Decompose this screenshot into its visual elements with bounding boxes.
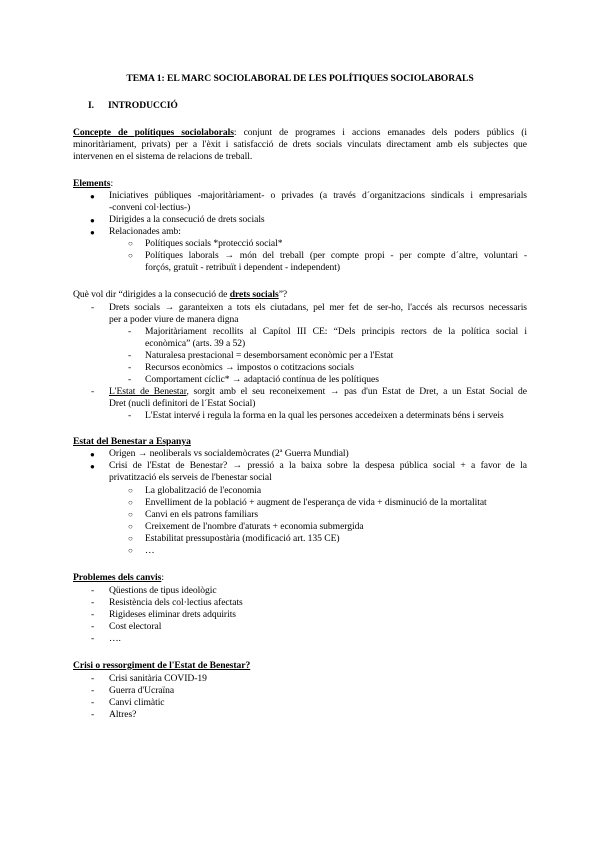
welfare-sub-item: … [145,545,155,556]
welfare-sub-item: Envelliment de la població + augment de l'esperança de vida + disminució de la mortalitat [145,497,487,508]
bullet-dash: - [91,585,95,596]
welfare-state-link[interactable]: L'Estat de Benestar [109,386,187,397]
bullet-circle-icon: ○ [128,522,133,531]
welfare-sub-item: La globalització de l'economia [145,485,262,496]
crisis-item: Canvi climàtic [109,697,165,708]
welfare-sub-item: Canvi en els patrons familiars [145,509,259,520]
crisis-item: Crisi sanitària COVID-19 [109,673,207,684]
elements-item-2: Dirigides a la consecució de drets socials [109,214,265,225]
welfare-sub-item: Creixement de l'nombre d'aturats + economia submergida [145,521,364,532]
elements-sub-1: Polítiques socials *protecció social* [145,238,283,249]
question-sub-2: Naturalesa prestacional = desemborsament econòmic per a l'Estat [145,350,394,361]
question-sub-1: Majoritàriament recollits al Capítol III CE: “Dels principis rectors de la política social i [145,326,527,337]
question-sub-3: Recursos econòmics → impostos o cotitzacions socials [145,362,354,373]
crisis-heading: Crisi o ressorgiment de l'Estat de Benestar? [73,660,251,671]
bullet-dot-icon: ● [90,450,95,459]
concept-text-1: : conjunt de programes i accions emanades dels poders públics (i [233,127,527,138]
welfare-sub-item: Estabilitat pressupostària (modificació art. 135 CE) [145,533,340,544]
problems-item: …. [109,633,121,644]
bullet-dash: - [91,633,95,644]
elements-item-3: Relacionades amb: [109,226,181,237]
bullet-dash: - [91,621,95,632]
bullet-circle-icon: ○ [128,546,133,555]
concept-line-2: minoritàriament, privats) per a l'èxit i satisfacció de drets socials vinculats directament amb els subjectes que [73,139,527,150]
welfare-heading: Estat del Benestar a Espanya [73,436,191,447]
concept-label: Concepte de polítiques sociolaborals [73,127,234,138]
bullet-circle-icon: ○ [128,239,133,248]
bullet-circle-icon: ○ [128,510,133,519]
bullet-dash: - [128,362,132,373]
concept-line-1 [73,127,527,139]
bullet-dash: - [91,597,95,608]
bullet-dash: - [91,609,95,620]
bullet-dot-icon: ● [90,216,95,225]
bullet-dash: - [128,350,132,361]
bullet-dash: - [91,302,95,313]
bullet-dash: - [128,326,132,337]
welfare-item-2-cont: privatització els serveis de l'benestar social [109,472,272,483]
bullet-circle-icon: ○ [128,251,133,260]
bullet-circle-icon: ○ [128,498,133,507]
bullet-dash: - [91,685,95,696]
elements-item-1-cont: -conveni col·lectius-) [109,202,191,213]
question-item-1-cont: per a poder viure de manera digna [109,314,239,325]
question-item-2: L'Estat de Benestar, sorgit amb el seu reconeixement → pas d'un Estat de Dret, a un Estat Social de [109,386,528,397]
bullet-dash: - [91,709,95,720]
crisis-item: Altres? [109,709,137,720]
bullet-circle-icon: ○ [128,486,133,495]
bullet-circle-icon: ○ [128,534,133,543]
bullet-dot-icon: ● [90,192,95,201]
bullet-dot-icon: ● [90,462,95,471]
bullet-dash: - [91,673,95,684]
problems-heading: Problemes dels canvis: [73,572,164,583]
welfare-item-1: Origen → neoliberals vs socialdemòcrates (2ª Guerra Mundial) [109,448,349,459]
elements-sub-2-cont: forçós, gratuït - retribuït i dependent - independent) [145,262,340,273]
problems-item: Cost electoral [109,621,162,632]
question-item-1: Drets socials → garanteixen a tots els ciutadans, pel mer fet de ser-ho, l'accés als recursos necessaris [109,302,527,313]
section-title: INTRODUCCIÓ [108,100,178,111]
question-heading: Què vol dir “dirigides a la consecució de drets socials”? [73,289,288,300]
problems-item: Qüestions de tipus ideològic [109,585,217,596]
elements-item-1: Iniciatives públiques -majoritàriament- o privades (a través d´organitzacions sindicals i empresarials [109,190,527,201]
bullet-dash: - [128,410,132,421]
elements-heading: Elements: [73,178,114,189]
problems-item: Rigideses eliminar drets adquirits [109,609,236,620]
page-title: TEMA 1: EL MARC SOCIOLABORAL DE LES POLÍTIQUES SOCIOLABORALS [126,73,474,84]
question-item-2-cont: Dret (nucli definitori de l´Estat Social) [109,398,256,409]
problems-item: Resistència dels col·lectius afectats [109,597,243,608]
bullet-dot-icon: ● [90,228,95,237]
bullet-dash: - [91,386,95,397]
welfare-item-2: Crisi de l'Estat de Benestar? → pressió a la baixa sobre la despesa pública social + a favor de la [109,460,527,471]
question-item-2-sub: L'Estat intervé i regula la forma en la qual les persones accedeixen a determinats béns i serveis [145,410,504,421]
bullet-dash: - [91,697,95,708]
crisis-item: Guerra d'Ucraïna [109,685,175,696]
concept-line-3: intervenen en el sistema de relacions de treball. [73,151,253,162]
elements-sub-2: Polítiques laborals → món del treball (per compte propi - per compte d´altre, voluntari - [145,250,527,261]
question-sub-1-cont: econòmica” (arts. 39 a 52) [145,338,246,349]
question-sub-4: Comportament cíclic* → adaptació contínua de les polítiques [145,374,379,385]
section-number: I. [88,100,95,111]
bullet-dash: - [128,374,132,385]
